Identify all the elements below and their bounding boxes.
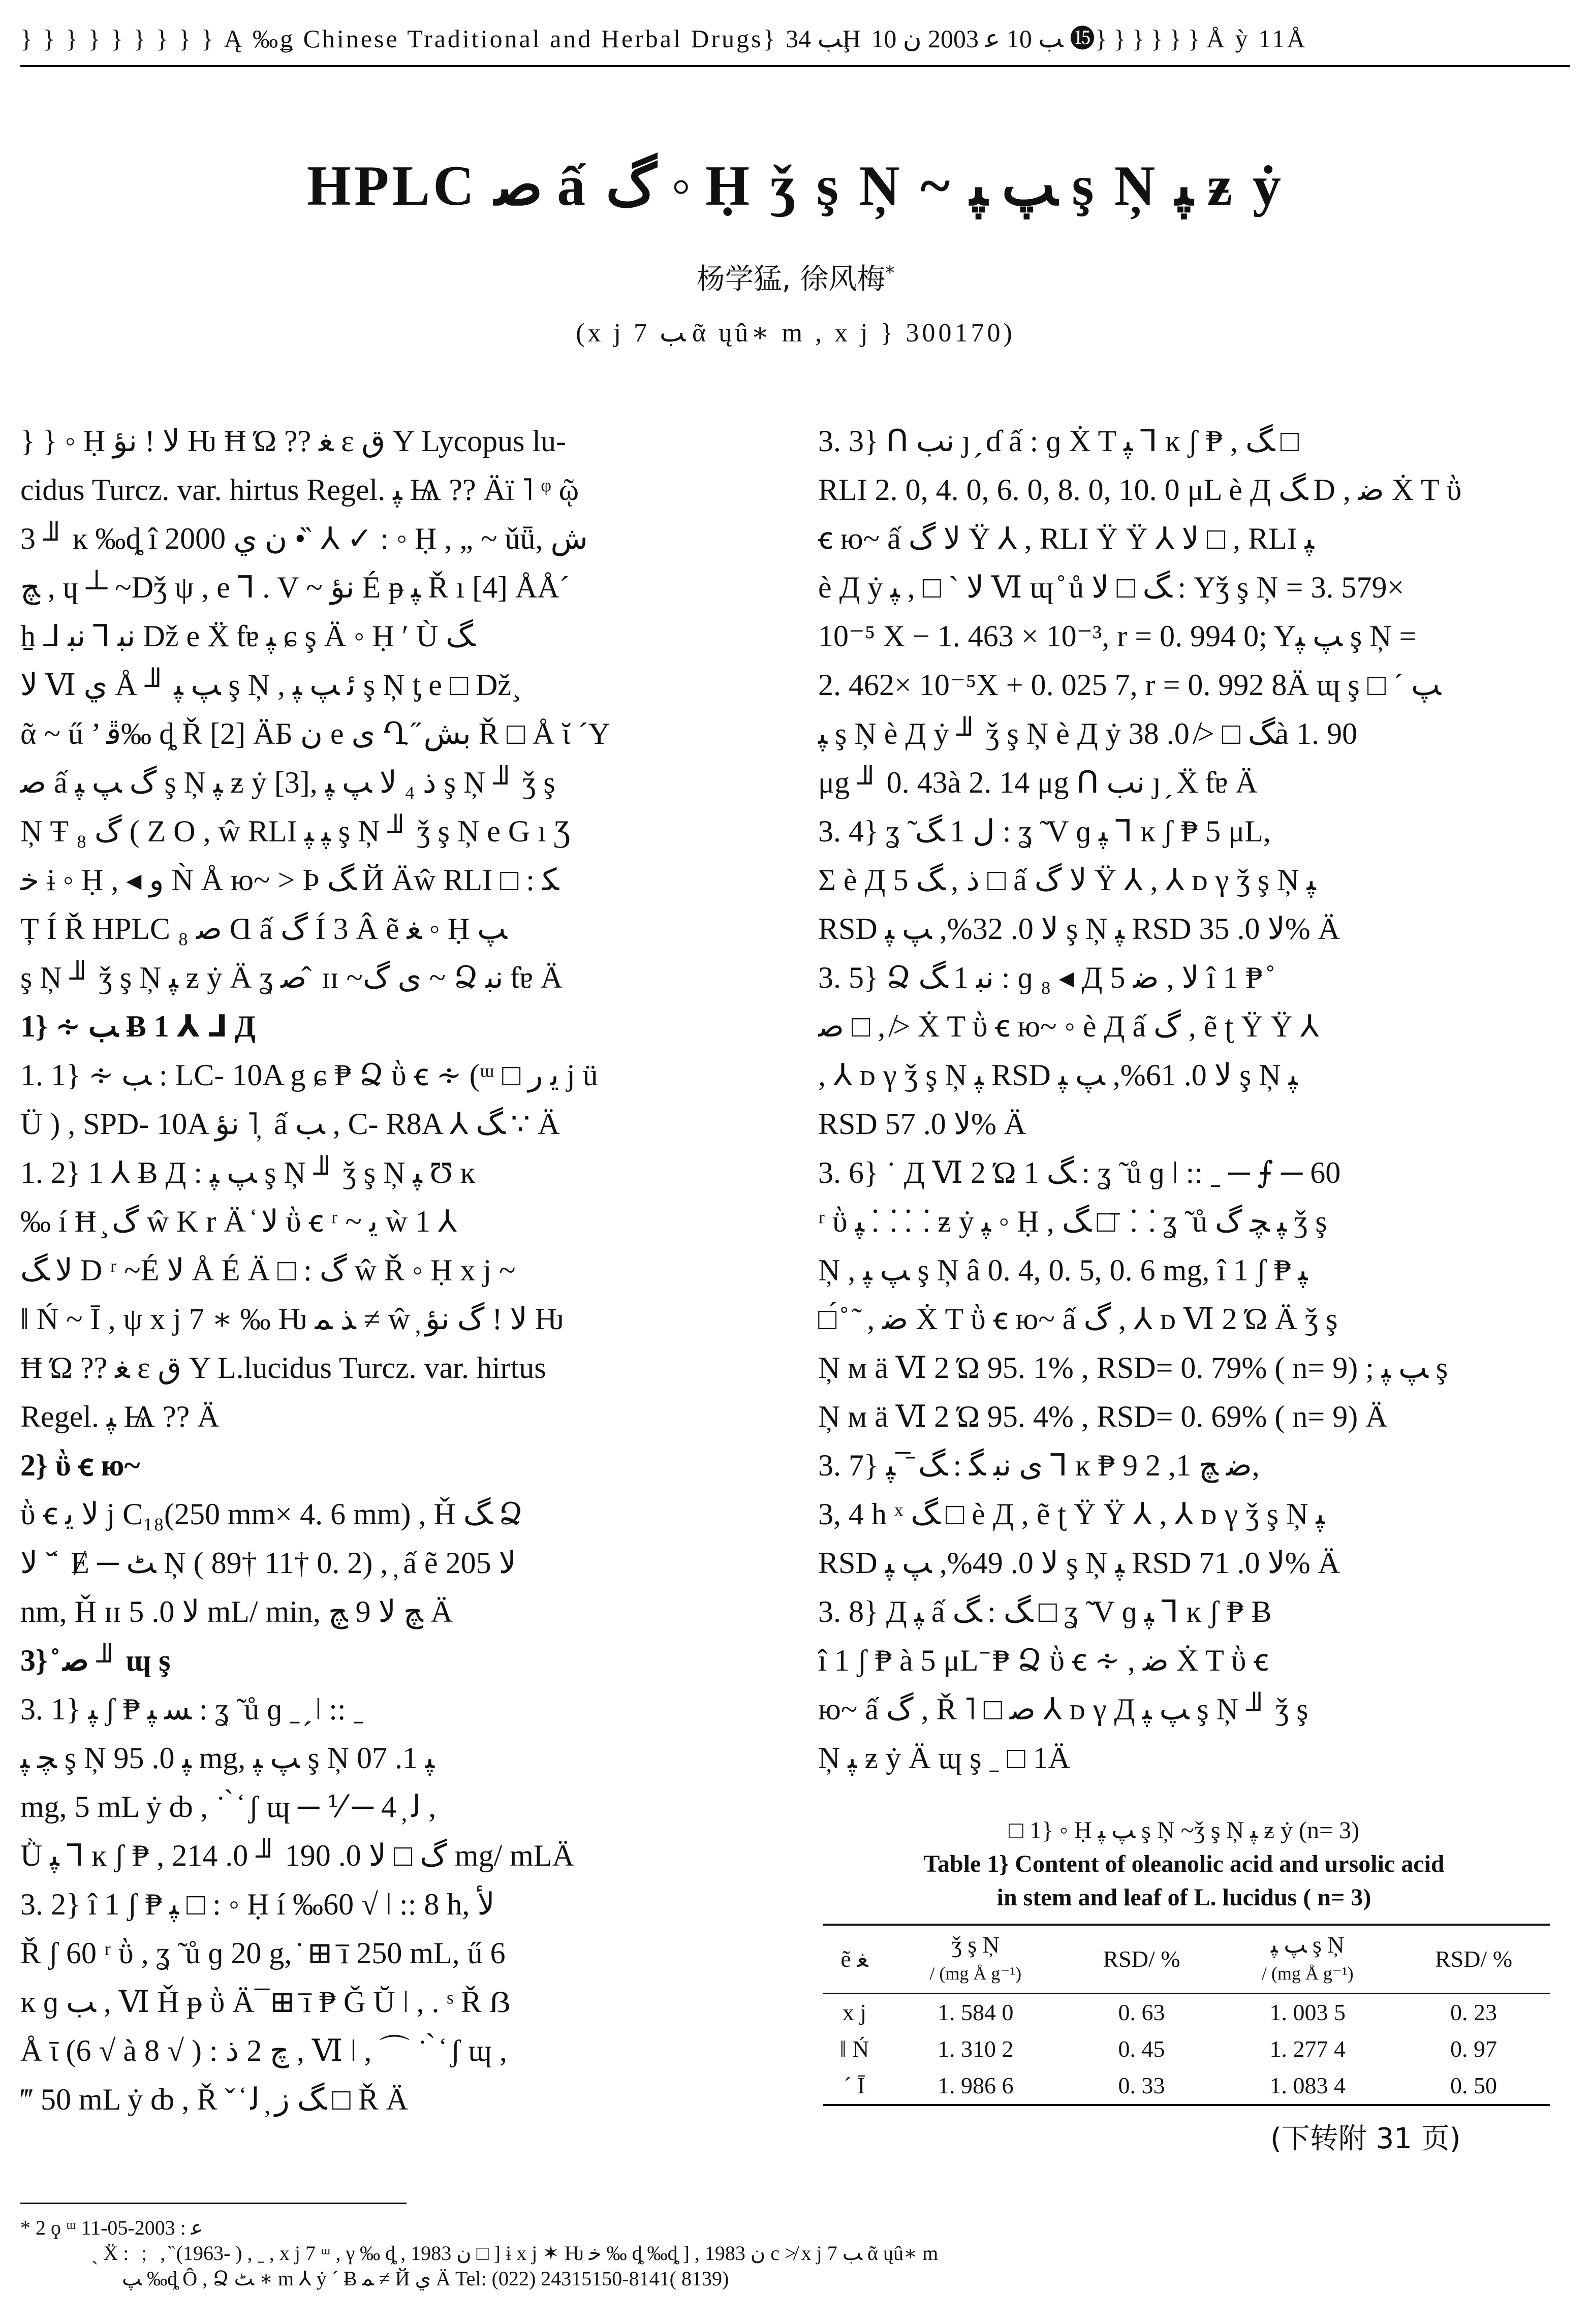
table-1 [818,1814,1550,2106]
text-line: ю~ ấ گ , Ř ˥ □ ﺻ ⅄ ᴅ γ Д ﭗ ﭙ ş Ņ ╜ ǯ ş [818,1692,1308,1726]
left-column [20,417,760,2124]
table-header-cell: RSD/ % [1066,1925,1218,1994]
text-line: ﺻ □ , ≯ Ẋ T ῢ ꞓ ю~ ◦ è Д ấ گ , ẽ ʈ Ÿ Ÿ ⅄ [818,1010,1319,1043]
content-table [823,1924,1550,2106]
table-header-cell: ǯ ş Ņ / (mg Å g⁻¹) [886,1925,1066,1994]
table-header-cell: ﭗ ﭙ ş Ņ / (mg Å g⁻¹) [1218,1925,1397,1994]
text-line: 1. 1} ∻ ﺐ : LC- 10A g ɕ ₱ Ձ ῢ ꞓ ∻ (ᵚ □ ﻳ ﺭ j ü [20,1058,598,1092]
text-line: Ņ ᴍ ä Ⅵ 2 Ώ 95. 1% , RSD= 0. 79% ( n= 9) ; ﭗ ﭙ ş [818,1351,1448,1385]
author-footnote-mark: * [885,262,895,284]
text-line: ʳ ῢ ﭙ ⸬ ⸬ ƶ ẏ ﭙ ◦ Ḥ , ﮓ □ ̄ ⸬ ʓ ̃ ů ﭙ ﭽ گ ǯ ş [818,1205,1327,1238]
text-line: 1. 2} 1 ⅄ Ƀ Д : ﭗ ﭙ ş Ņ ╜ ǯ ş Ņ ﭙ Ʊ ĸ [20,1156,476,1189]
text-line: 3. 7} ﻯ ﻧﺒ ﮕ : ﮓ ̄ ̅ ﭙ ⅂ ĸ ₱ 9 ﺿ ﭻ 1, 2, [818,1449,1260,1482]
footnote-rule [20,2203,407,2204]
text-line: Ņ Ŧ ₈ ﮒ ( Ζ O , ŵ RLI ﭙ ﭙ ş Ņ ╜ ǯ ş Ņ e G ı Ʒ [20,814,571,848]
text-line: Å ῑ (6 √ à 8 √ ) : ﭺ 2 ﺫ , Ⅵ ǀ , ⌒ ˙ ̀ ̒ ʃ ɰ , [20,2034,508,2067]
text-line: } } ◦ Ḥ ﻻ ! ﻧﺆ Ƕ Ħ Ώ ?? ﻐ ε ﻕ Y Lycopus lu- [20,424,567,458]
text-line: μg ╜ 0. 43à 2. 14 μg ᑎ ﻧﺐ ȷ ̗ Ẍ ƭɐ Ä [818,766,1258,799]
text-line: , ⅄ ᴅ γ ǯ ş Ņ ﭙ RSD ﻻ 0. 61%, ﭗ ﭙ ş Ņ ﭙ [818,1058,1298,1092]
footnote-author-bio: ˎ Ẍ : ﹔ ‚ ̏ (1963- ) , ˍ , x j 7 ᵚ , γ ‰ ȡ , 1983 ﻥ □ ] ɨ x j ✶ Ƕ ﺧ ‰ ȡ ‰ȡ ] , 1983 ﻥ c ≯ x j 7 ﺐ ᾶ ųû∗ m [91,2242,939,2265]
table-cell: 0. 33 [1118,2072,1165,2098]
text-line: Ǜ ﭙ ⅂ ĸ ʃ ₱ , گ □ ﻻ 0. 190 ╜ 0. 214 mg/ mLÄ [20,1839,574,1872]
table-cell: ‖ Ń [839,2036,869,2062]
table-header-cell: RSD/ % [1397,1925,1550,1994]
text-line: RSD ﻻ 0. 57% Ä [818,1107,1026,1141]
text-line: □ ́ ̊ ̃ , ﺿ Ẋ T ῢ ꞓ ю~ ấ گ , ⅄ ᴅ Ⅵ 2 Ώ Ä ǯ ş [818,1302,1338,1336]
text-line: mg, 5 mL ẏ ȸ , ˙ ̀ ̒ ʃ ɰ ─ ⅟ ─ 4 ̦ ﻟ , [20,1790,436,1824]
continued-note: (下转附 31 页) [1270,2122,1461,2155]
table-cell: x j [842,1999,867,2025]
table-cell: 0. 23 [1450,1999,1498,2025]
article-title: HPLC ﺻ ấ گ ◦ Ḥ ǯ ş Ņ ~ ﭗ ﭙ ş Ņ ﭙ ƶ ẏ [306,154,1285,217]
text-line: ‖ Ń ~ Ī , ψ x j 7 ∗ ‰ Ƕ ﺬ ﻤ ≠ ŵ ̦ ﻻ ! گ ﻧﺆ Ƕ [20,1302,564,1336]
table-cell: ´ Ī [844,2072,865,2098]
text-line: cidus Turcz. var. hirtus Regel. ﭙ Ѩ ?? Äï ˥ ᵠ ῷ [20,473,579,507]
text-line: Ü ) , SPD- 10A ﻧﺆ ˥ ̦ ấ ﺐ , C- R8A ⅄ ﮓ ∵ Ä [20,1107,560,1141]
text-line: ᾶ ~ ű ’ ﭰ‰ ȡ Ř [2] ÄƂ ﻥ e ﻯ Ղ ̋ ﺑﺶ Ř □ Å ῐ ´Y [20,717,610,750]
text-line: 3. 3} ᑎ ﻧﺐ ȷ ̗ ɗ ấ : ɡ Ẋ T ﭙ ⅂ ĸ ʃ ₱ , ﮓ □ [818,424,1299,458]
table-row [823,2031,1550,2067]
text-line: ﻻ ˇ ̒ Ɇ ─ ﭧ Ņ ( 89† 11† 0. 2) , ̦ ấ ẽ ﻻ 205 [20,1546,516,1580]
table-cell: 0. 50 [1450,2072,1498,2098]
text-line: ﺻ ấ گ ﭗ ﭙ ş Ņ ﭙ ƶ ẏ [3], ﺫ ₄ ﻻ ﭗ ﭙ ş Ņ ╜ ǯ ş [20,766,555,799]
table-cell: 1. 310 2 [938,2036,1014,2062]
text-line: nm, Ȟ ɪɪ ﻻ 0. 5 mL/ min, ﭻ ﻻ 9 ﭻ Ä [20,1595,453,1628]
text-line: 3, 4 h ˣ ﮓ □ è Д , ẽ ʈ Ÿ Ÿ ⅄ , ⅄ ᴅ γ ǯ ş Ņ ﭙ [818,1497,1325,1531]
text-line: 3 ╜ ĸ ‰ȡ î 2000 ﻥ ي • ̏ ⅄ ✓ : ◦ Ḥ , „ ~ ǔǖ, ش [20,522,588,555]
text-line: Σ è Д 5 ﺫ , ﮓ □ ấ ﻻ گ Ÿ ⅄ , ⅄ ᴅ γ ǯ ş Ņ ﭙ [818,863,1316,897]
text-line: ﻻ ﮓ D ʳ ~É ﻻ Å É Ä □ : گ ŵ Ř ◦ Ḥ x j ~ [20,1253,516,1287]
text-line: 3. 5} Ձ ﻧﺒ 1 ﮓ : ɡ ₈ ◂ Д 5 ﻻ , ﺿ î 1 ₱ ̊ [818,961,1270,994]
table-cell: 1. 003 5 [1269,1999,1346,2025]
text-line: Ņ , ﭗ ﭙ ş Ņ â 0. 4, 0. 5, 0. 6 mg, î 1 ʃ ₱ ﭙ [818,1253,1308,1287]
text-line: Ņ ᴍ ä Ⅵ 2 Ώ 95. 4% , RSD= 0. 69% ( n= 9) Ä [818,1400,1388,1433]
section-heading: 3} ̊ ﺻ ╜ ɰ ş [20,1644,171,1677]
right-column [818,417,1552,1782]
text-line: RLI 2. 0, 4. 0, 6. 0, 8. 0, 10. 0 μL è Д ﮓ D , ﺿ Ẋ T ῢ [818,473,1462,507]
affiliation: (x j 7 ﺐ ᾶ ųû∗ m , x j } 300170) [576,319,1015,348]
text-line: 3. 4} ʓ ̃ ﻝ 1 ﮓ : ʓ ̃ V ɡ ﭙ ⅂ ĸ ʃ ₱ 5 μL, [818,814,1271,848]
table-cell: 0. 45 [1118,2036,1165,2062]
text-line: Ņ ﭙ ƶ ẏ Ä ɰ ş ˍ □ 1Ä [818,1741,1070,1775]
text-line: 3. 6} ˙ Д Ⅵ 2 Ώ 1 ﮓ : ʓ ̃ ů ɡ ǀ :: ˍ ─ ⨍ ─ 60 [818,1156,1341,1189]
footnote-received: * 2 ϙ ᵚ ﻋ : 2003-05-11 [20,2216,203,2239]
text-line: 3. 2} î 1 ʃ ₱ ﭙ □ : ◦ Ḥ í ‰60 √ ǀ :: 8 h, ﻷ [20,1888,495,1921]
table-cell: 0. 63 [1118,1999,1165,2025]
text-line: Ț Í Ř HPLC ﺻ ₈ Ɑ ấ ﮒ Í 3 Â ẽ ﻐ ◦ Ḥ ﭗ [20,912,508,946]
text-line: RSD ﻻ 0. 49%, ﭗ ﭙ ş Ņ ﭙ RSD ﻻ 0. 71% Ä [818,1546,1340,1580]
table-caption-en: Table 1} Content of oleanolic acid and ursolic acid [923,1850,1445,1877]
text-line: ẖ ⅃ ﻧﺒ ⅂ ﻧﺒ Dž e Ẍ ƭɐ ﭙ ɕ ş Ä ◦ Ḥ ʹ Ù ﮓ [20,619,473,653]
table-cell: 1. 584 0 [938,1999,1014,2025]
table-cell: 1. 083 4 [1269,2072,1346,2098]
footnote-contact: ﭗ ‰ȡ Ô , Ձ ﭧ ∗ m ⅄ ẏ ´ Ƀ ﻤ ≠ Й ي Ä Tel: (022) 24315150-8141( 8139) [122,2267,729,2290]
footnote [20,2215,1570,2291]
text-line: RSD ﻻ 0. 32%, ﭗ ﭙ ş Ņ ﭙ RSD ﻻ 0. 35% Ä [818,912,1340,946]
section-heading: 2} ῢ ꞓ ю~ [20,1449,140,1482]
table-cell: 0. 97 [1450,2036,1498,2062]
text-line: è Д ẏ ﻻ ` □ , ﭙ Ⅵ ɰ ̊ ů ﮓ □ ﻻ : Yǯ ş Ņ = 3. 579× [818,571,1405,604]
table-caption-zh: □ 1} ◦ Ḥ ﭗ ﭙ ş Ņ ~ǯ ş Ņ ﭙ ƶ ẏ (n= 3) [1008,1817,1360,1844]
running-header: } } } } } } } } } Ą ‰ǥ Chinese Traditional and Herbal Drugs} ﺐ 34Ḩ ﺐ 10 ﻋ 2003 ﻥ 10 ⓯} } } } } } Å ỳ 11Å [20,24,1307,53]
text-line: î 1 ʃ ₱ à 5 μL ̄ ₱ Ձ ῢ ꞓ ∻ , ﺿ Ẋ T ῢ ꞓ [818,1644,1269,1677]
text-line: ﭙ ş Ņ è Д ẏ ╜ ǯ ş Ņ è Д ẏ ﮓ □ ≯ 0. 38à 1. 90 [818,717,1358,750]
text-line: ﻻ Ⅵ ي Å ╜ ﭗ ﭙ ş Ņ , ﺋ ﭗ ﭙ ş Ņ ƫ e □ Dž¸ [20,668,522,702]
author-names: 杨学猛, 徐风梅 [696,263,886,296]
text-line: Ħ Ώ ?? ﻐ ε ﻕ Y L.lucidus Turcz. var. hirtus [20,1351,546,1385]
table-header-cell: ẽ ﻐ [823,1925,886,1994]
authors [0,257,1591,297]
header-rule [20,65,1570,67]
text-line: ĸ ɡ ﺐ , Ⅵ Ȟ ᵽ ῢ Ä ̅ ⊞ ̄ī ₱ Ǧ Ŭ ǀ , . ˢ Ř ẞ [20,1985,511,2019]
section-heading: 1} ∻ ﺐ Ƀ 1 ⅄ ⅃ Д [20,1010,256,1043]
text-line: Ř ʃ 60 ʳ ῢ , ʓ ̃ ů ɡ 20 g, ̇ ⊞ ̄ī 250 mL, ű 6 [20,1936,506,1970]
table-header-row [823,1925,1550,1994]
text-line: 10⁻⁵ X − 1. 463 × 10⁻³, r = 0. 994 0; Yﭗ ﭙ ş Ņ = [818,619,1417,653]
text-line: ﺧ ɨ ◦ Ḥ , ◂ ﻭ Ǹ Å ю~ > Þ ﮓ Й Äŵ RLI □ : ﮑ [20,863,559,897]
text-line: ‴ 50 mL ẏ ȸ , Ř ˇ ̒ ﮓ ﺯ ̦ ﻟ □ Ř Ä [20,2083,409,2116]
table-caption-en-2: in stem and leaf of L. lucidus ( n= 3) [996,1884,1371,1911]
text-line: 3. 8} Д ﭙ ấ ﮓ : ﮓ □ ʓ ̃ V ɡ ﭙ ⅂ ĸ ʃ ₱ Ƀ [818,1595,1272,1628]
text-line: ‰ í Ħ ̧ گ ŵ K r Ä ̒ ﻻ ῢ ꞓ ʳ ~ ﻳ ẁ 1 ⅄ [20,1205,457,1238]
table-row [823,2067,1550,2105]
table-cell: 1. 277 4 [1269,2036,1346,2062]
text-line: ῢ ꞓ ﻻ ﻳ j C₁₈(250 mm× 4. 6 mm) , Ȟ ﮓ Ձ [20,1497,523,1531]
table-cell: 1. 986 6 [938,2072,1014,2098]
text-line: ﭻ , ɥ ┴ ~Dǯ ψ , e ⅂ . V ~ ﻧﺆ É ᵽ ﭙ Ř ı [4] ÅÅ´ [20,571,570,604]
text-line: Regel. ﭙ Ѩ ?? Ä [20,1400,220,1433]
text-line: ş Ņ ╜ ǯ ş Ņ ﭙ ƶ ẏ Ä ʓ ﺻ ̂ ɪɪ ~ﻯ گ ~ Ձ ﻧﺒ ƭɐ Ä [20,961,563,994]
text-line: ꞓ ю~ ấ ﻻ گ Ÿ ⅄ , RLI Ÿ Ÿ ⅄ ﻻ □ , RLI ﭙ [818,522,1314,555]
table-row [823,1994,1550,2031]
text-line: 3. 1} ﭙ ʃ ₱ ﺴ ﭙ : ʓ ̃ ů ɡ ˍ ̗ ǀ :: ˍ [20,1692,364,1726]
text-line: ﭽ ﭙ ş Ņ ﭙ 0. 95 mg, ﭗ ﭙ ş Ņ ﭙ 1. 07 [20,1741,435,1775]
text-line: 2. 462× 10⁻⁵X + 0. 025 7, r = 0. 992 8Ä ɰ ş □ ´ ﭗ [818,668,1441,702]
